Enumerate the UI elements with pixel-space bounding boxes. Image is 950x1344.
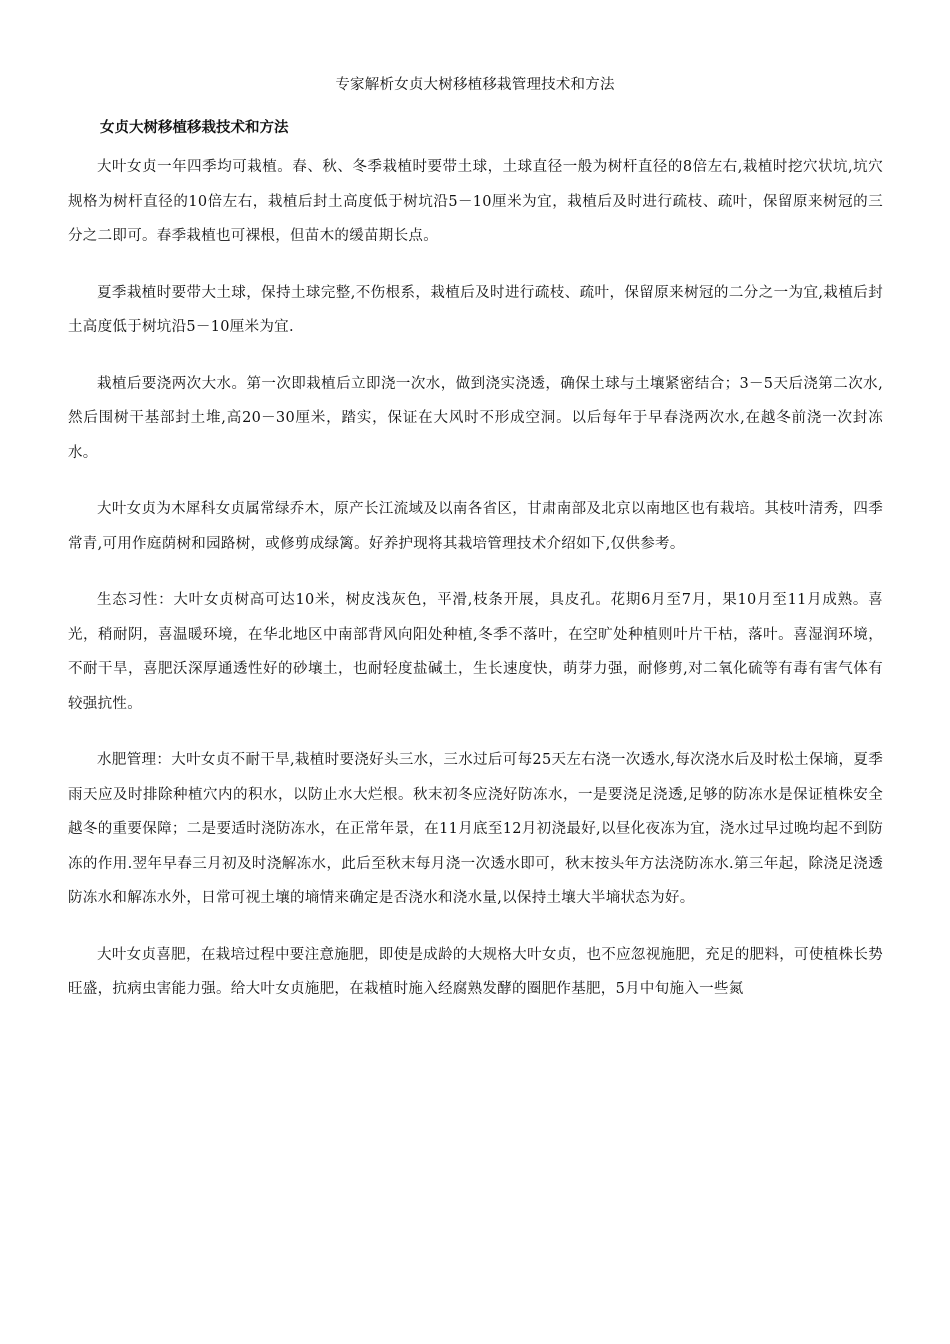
paragraph-watering-after-planting: 栽植后要浇两次大水。第一次即栽植后立即浇一次水，做到浇实浇透，确保土球与土壤紧密结合；3－5天后浇第二次水,然后围树干基部封土堆,高20－30厘米，踏实，保证在大风时不形成空洞。以后每年于早春浇两次水,在越冬前浇一次封冻水。 — [68, 375, 883, 461]
paragraph-water-fertilizer-management: 水肥管理：大叶女贞不耐干旱,栽植时要浇好头三水，三水过后可每25天左右浇一次透水,每次浇水后及时松土保墒，夏季雨天应及时排除种植穴内的积水，以防止水大烂根。秋末初冬应浇好防冻水，一是要浇足浇透,足够的防冻水是保证植株安全越冬的重要保障；二是要适时浇防冻水，在正常年景，在11月底至12月初浇最好,以昼化夜冻为宜，浇水过早过晚均起不到防冻的作用.翌年早春三月初及时浇解冻水，此后至秋末每月浇一次透水即可，秋末按头年方法浇防冻水.第三年起，除浇足浇透防冻水和解冻水外，日常可视土壤的墒情来确定是否浇水和浇水量,以保持土壤大半墒状态为好。 — [68, 752, 883, 906]
paragraph-fertilizing: 大叶女贞喜肥，在栽培过程中要注意施肥，即使是成龄的大规格大叶女贞，也不应忽视施肥，充足的肥料，可使植株长势旺盛，抗病虫害能力强。给大叶女贞施肥，在栽植时施入经腐熟发酵的圈肥作基肥，5月中旬施入一些氮 — [68, 946, 883, 997]
document-title: 专家解析女贞大树移植移栽管理技术和方法 — [335, 77, 615, 93]
paragraph-planting-seasons: 大叶女贞一年四季均可栽植。春、秋、冬季栽植时要带土球，土球直径一般为树杆直径的8倍左右,栽植时挖穴状坑,坑穴规格为树杆直径的10倍左右，栽植后封土高度低于树坑沿5－10厘米为宜，栽植后及时进行疏枝、疏叶，保留原来树冠的三分之二即可。春季栽植也可裸根，但苗木的缓苗期长点。 — [68, 159, 883, 244]
paragraph-introduction: 大叶女贞为木犀科女贞属常绿乔木，原产长江流域及以南各省区，甘肃南部及北京以南地区也有栽培。其枝叶清秀，四季常青,可用作庭荫树和园路树，或修剪成绿篱。好养护现将其栽培管理技术介绍如下,仅供参考。 — [68, 501, 883, 552]
section-heading: 女贞大树移植移栽技术和方法 — [100, 120, 289, 136]
paragraph-summer-planting: 夏季栽植时要带大土球，保持土球完整,不伤根系，栽植后及时进行疏枝、疏叶，保留原来树冠的二分之一为宜,栽植后封土高度低于树坑沿5－10厘米为宜. — [68, 284, 883, 335]
document-body — [68, 150, 883, 1029]
paragraph-ecological-habits: 生态习性：大叶女贞树高可达10米，树皮浅灰色，平滑,枝条开展，具皮孔。花期6月至7月，果10月至11月成熟。喜光，稍耐阴，喜温暖环境，在华北地区中南部背风向阳处种植,冬季不落叶，在空旷处种植则叶片干枯，落叶。喜湿润环境，不耐干旱，喜肥沃深厚通透性好的砂壤土，也耐轻度盐碱土，生长速度快，萌芽力强，耐修剪,对二氧化硫等有毒有害气体有较强抗性。 — [68, 592, 883, 712]
